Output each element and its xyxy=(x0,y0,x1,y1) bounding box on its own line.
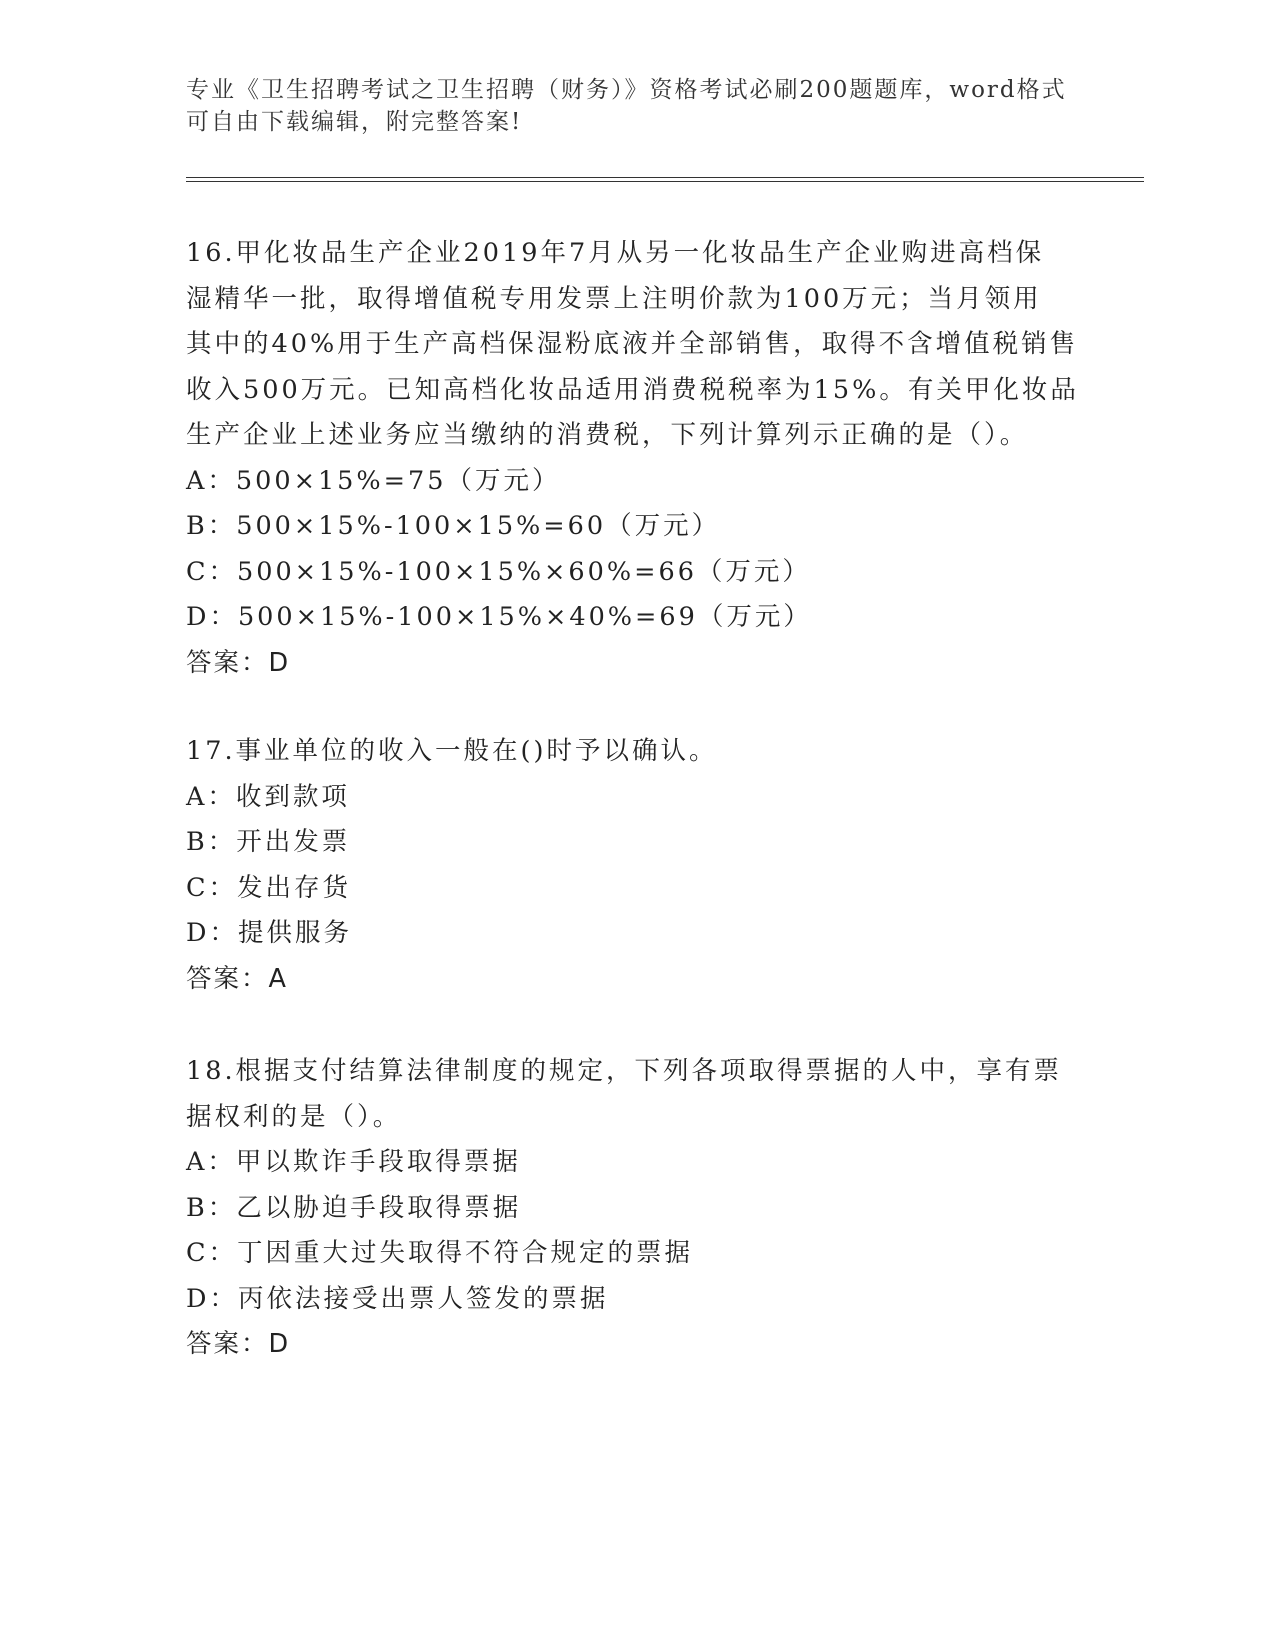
question-18 xyxy=(186,1049,1086,1368)
answer-label: 答案：D xyxy=(186,1329,291,1359)
option-b: B：500×15%-100×15%=60（万元） xyxy=(186,511,721,541)
question-text-line: 收入500万元。已知高档化妆品适用消费税税率为15%。有关甲化妆品 xyxy=(186,374,1079,405)
question-text-line: 16.甲化妆品生产企业2019年7月从另一化妆品生产企业购进高档保 xyxy=(186,238,1045,268)
header-divider xyxy=(186,181,1144,182)
question-text-line: 生产企业上述业务应当缴纳的消费税，下列计算列示正确的是（）。 xyxy=(186,420,1029,450)
question-text-line: 湿精华一批，取得增值税专用发票上注明价款为100万元；当月领用 xyxy=(186,283,1042,314)
option-c: C：500×15%-100×15%×60%=66（万元） xyxy=(186,556,811,587)
question-text-line: 18.根据支付结算法律制度的规定，下列各项取得票据的人中，享有票 xyxy=(186,1056,1063,1086)
header-line: 可自由下载编辑，附完整答案! xyxy=(186,109,523,135)
option-b: B：开出发票 xyxy=(186,827,351,857)
question-16 xyxy=(186,231,1086,686)
option-d: D：500×15%-100×15%×40%=69（万元） xyxy=(186,602,812,632)
document-header xyxy=(186,74,1066,138)
answer-label: 答案：D xyxy=(186,647,291,678)
option-d: D：提供服务 xyxy=(186,918,352,948)
option-a: A：收到款项 xyxy=(186,781,350,812)
option-b: B：乙以胁迫手段取得票据 xyxy=(186,1192,522,1223)
header-divider xyxy=(186,177,1144,178)
header-line: 专业《卫生招聘考试之卫生招聘（财务）》资格考试必刷200题题库，word格式 xyxy=(186,77,1067,103)
option-d: D：丙依法接受出票人签发的票据 xyxy=(186,1283,609,1314)
answer-label: 答案：A xyxy=(186,963,288,994)
question-17 xyxy=(186,729,1086,1002)
option-a: A：甲以欺诈手段取得票据 xyxy=(186,1147,521,1177)
question-text-line: 据权利的是（）。 xyxy=(186,1101,402,1132)
question-text-line: 17.事业单位的收入一般在()时予以确认。 xyxy=(186,736,718,766)
question-text-line: 其中的40%用于生产高档保湿粉底液并全部销售，取得不含增值税销售 xyxy=(186,329,1079,359)
option-a: A：500×15%=75（万元） xyxy=(186,465,561,496)
option-c: C：丁因重大过失取得不符合规定的票据 xyxy=(186,1238,694,1268)
option-c: C：发出存货 xyxy=(186,872,352,903)
